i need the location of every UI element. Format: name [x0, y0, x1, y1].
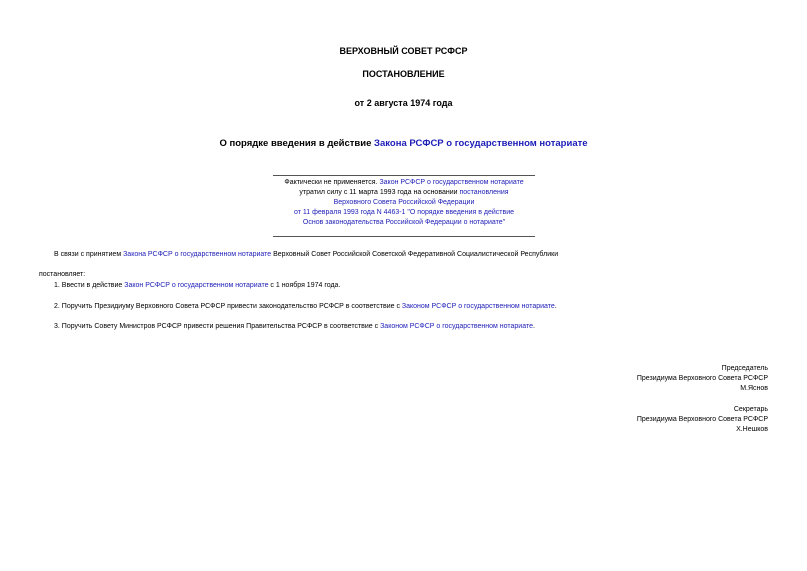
- item-1-law-link[interactable]: Закон РСФСР о государственном нотариате: [124, 282, 269, 289]
- intro-law-link[interactable]: Закона РСФСР о государственном нотариате: [123, 251, 272, 258]
- item-3-suffix: .: [532, 323, 535, 330]
- doc-date: от 2 августа 1974 года: [354, 98, 453, 108]
- note-resolution-link[interactable]: постановления: [459, 189, 509, 196]
- item-3-prefix: 3. Поручить Совету Министров РСФСР привести решения Правительства РСФСР в соответствие с: [54, 323, 381, 330]
- secretary-name: Х.Нешков: [736, 426, 768, 433]
- title-law-link[interactable]: Закона РСФСР о государственном нотариате: [374, 138, 588, 149]
- note-decree-link[interactable]: от 11 февраля 1993 года N 4463-1 "О порядке введения в действие: [294, 209, 514, 216]
- resolves-text: постановляет:: [39, 271, 86, 278]
- secretary-role: Секретарь: [733, 406, 768, 413]
- secretary-org: Президиума Верховного Совета РСФСР: [636, 416, 768, 423]
- item-1-suffix: с 1 ноября 1974 года.: [268, 282, 341, 289]
- note-council-link[interactable]: Верховного Совета Российской Федерации: [333, 199, 475, 206]
- item-1: [54, 281, 340, 291]
- doc-type-heading: ПОСТАНОВЛЕНИЕ: [362, 69, 445, 79]
- issuer-heading: ВЕРХОВНЫЙ СОВЕТ РСФСР: [339, 46, 468, 56]
- note-fundamentals-link[interactable]: Основ законодательства Российской Федерации о нотариате": [302, 219, 506, 226]
- status-note: [273, 175, 535, 237]
- chair-role: Председатель: [721, 365, 768, 372]
- note-law-link[interactable]: Закон РСФСР о государственном нотариате: [379, 179, 524, 186]
- title-prefix: О порядке введения в действие: [219, 138, 375, 149]
- intro-prefix: В связи с принятием: [54, 251, 124, 258]
- item-2: [54, 302, 557, 312]
- note-line-2: [273, 188, 535, 198]
- note-repeal-text: утратил силу с 11 марта 1993 года на основании: [299, 189, 460, 196]
- item-3-law-link[interactable]: Законом РСФСР о государственном нотариате: [380, 323, 533, 330]
- note-prefix: Фактически не применяется.: [284, 179, 380, 186]
- item-2-suffix: .: [554, 303, 557, 310]
- chair-org: Президиума Верховного Совета РСФСР: [636, 375, 768, 382]
- chair-signature: [637, 364, 768, 394]
- item-3: [54, 322, 535, 332]
- item-1-prefix: 1. Ввести в действие: [54, 282, 125, 289]
- secretary-signature: [637, 405, 768, 435]
- item-2-law-link[interactable]: Законом РСФСР о государственном нотариате: [401, 303, 555, 310]
- intro-suffix: Верховный Совет Российской Советской Федеративной Социалистической Республики: [271, 251, 559, 258]
- chair-name: М.Яснов: [740, 385, 768, 392]
- doc-title: [0, 138, 807, 150]
- note-line-1: [273, 178, 535, 188]
- item-2-prefix: 2. Поручить Президиуму Верховного Совета РСФСР привести законодательство РСФСР в соответствие с: [54, 303, 402, 310]
- intro-paragraph: [54, 250, 558, 260]
